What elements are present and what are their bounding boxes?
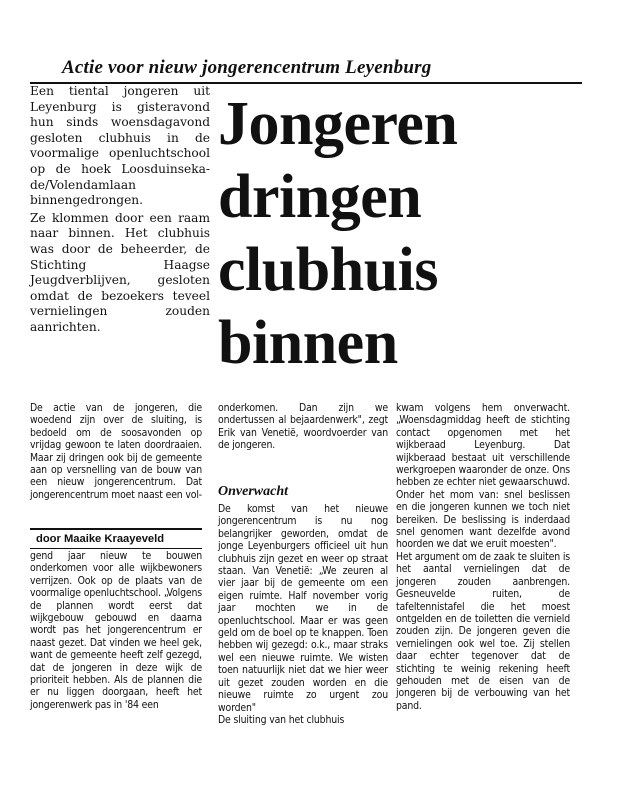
body-paragraph: De sluiting van het clubhuis [218, 713, 345, 726]
main-headline [218, 88, 578, 380]
headline-line-1: Jongeren [218, 90, 458, 158]
body-paragraph: onderkomen. Dan zijn we ondertussen al bejaardenwerk", zegt Erik van Venetië, woordvoerder van de jongeren. [218, 402, 388, 452]
lead-paragraph-1: Een tiental jongeren uit Leyenburg is gisteravond hun sinds woensdagavond gesloten clubhuis in de voormalige openluchtschool op de hoek Loosduinseka-de/Volendamlaan binnengedrongen. [30, 84, 210, 208]
body-paragraph: kwam volgens hem onverwacht. „Woensdagmiddag heeft de stichting contact opgenomen met het wijkberaad Leyenburg. Dat wijkberaad bestaat uit verschillende werkgroepen waaronder de onze. Ons hebben ze echter niet gewaarschuwd. Onder het mom van: snel beslissen en die jongeren kunnen we toch niet bereiken. De beslissing is inderdaad snel genomen want dezelfde avond hoorden we dat we eruit moesten". [396, 402, 570, 551]
column-1-top [30, 402, 202, 501]
column-2-bottom [218, 503, 388, 726]
column-2-top [218, 402, 388, 452]
column-3 [396, 402, 570, 712]
column-1-bottom [30, 550, 202, 711]
lead-paragraph-2: Ze klommen door een raam naar binnen. Het clubhuis was door de beheerder, de Stichting Haagse Jeugdverblijven, gesloten omdat de bezoekers teveel vernielingen zouden aanrichten. [30, 210, 210, 334]
headline-line-4: binnen [218, 309, 398, 377]
byline-box [30, 528, 202, 549]
body-paragraph: gend jaar nieuw te bouwen onderkomen voor alle wijkbewoners verrijzen. Ook op de plaats van de voormalige openluchtschool. „Volgens de plannen wordt eerst dat wijkgebouw gebouwd en daarna wordt pas het jongerencentrum er naast gezet. Dat vinden we heel gek, want de gemeente heeft zelf gezegd, dat de jongeren in deze wijk de prioriteit hebben. Als de plannen die er nu liggen doorgaan, heeft het jongerenwerk pas in '84 een [30, 550, 202, 711]
lead-paragraphs [30, 84, 210, 336]
body-paragraph: De komst van het nieuwe jongerencentrum is nu nog belangrijker geworden, omdat de jonge Leyenburgers officieel uit hun clubhuis zijn gezet en weer op straat staan. Van Venetië: „We zeuren al vier jaar bij de gemeente om een eigen ruimte. Half november vorig jaar mochten we in de openluchtschool. Maar er was geen geld om de boel op te knappen. Toen hebben wij gezegd: o.k., maar straks wel een nieuwe ruimte. We wisten toen natuurlijk niet dat we hier weer uit gezet zouden worden en die nieuwe ruimte zo urgent zou worden" [218, 503, 388, 714]
headline-line-3: clubhuis [218, 236, 439, 304]
body-paragraph: Het argument om de zaak te sluiten is het aantal vernielingen dat de jongeren zouden aanbrengen. Gesneuvelde ruiten, de tafeltennistafel die het moest ontgelden en de toiletten die vernield zouden zijn. De jongeren geven die vernielingen ook wel toe. Zij stellen daar echter tegenover dat de stichting te weinig rekening heeft gehouden met de eisen van de jongeren bij de verbouwing van het pand. [396, 550, 570, 712]
byline: door Maaike Kraayeveld [36, 533, 165, 545]
kicker-headline: Actie voor nieuw jongerencentrum Leyenburg [62, 57, 432, 78]
body-paragraph: De actie van de jongeren, die woedend zijn over de sluiting, is bedoeld om de soosavonden op vrijdag gewoon te laten doordraaien. Maar zij dringen ook bij de gemeente aan op versnelling van de bouw van een nieuw jongerencentrum. Dat jongerencentrum moet naast een vol- [30, 402, 203, 501]
subheading: Onverwacht [218, 484, 288, 499]
byline-rule-bottom [30, 548, 202, 549]
headline-line-2: dringen [218, 163, 422, 231]
